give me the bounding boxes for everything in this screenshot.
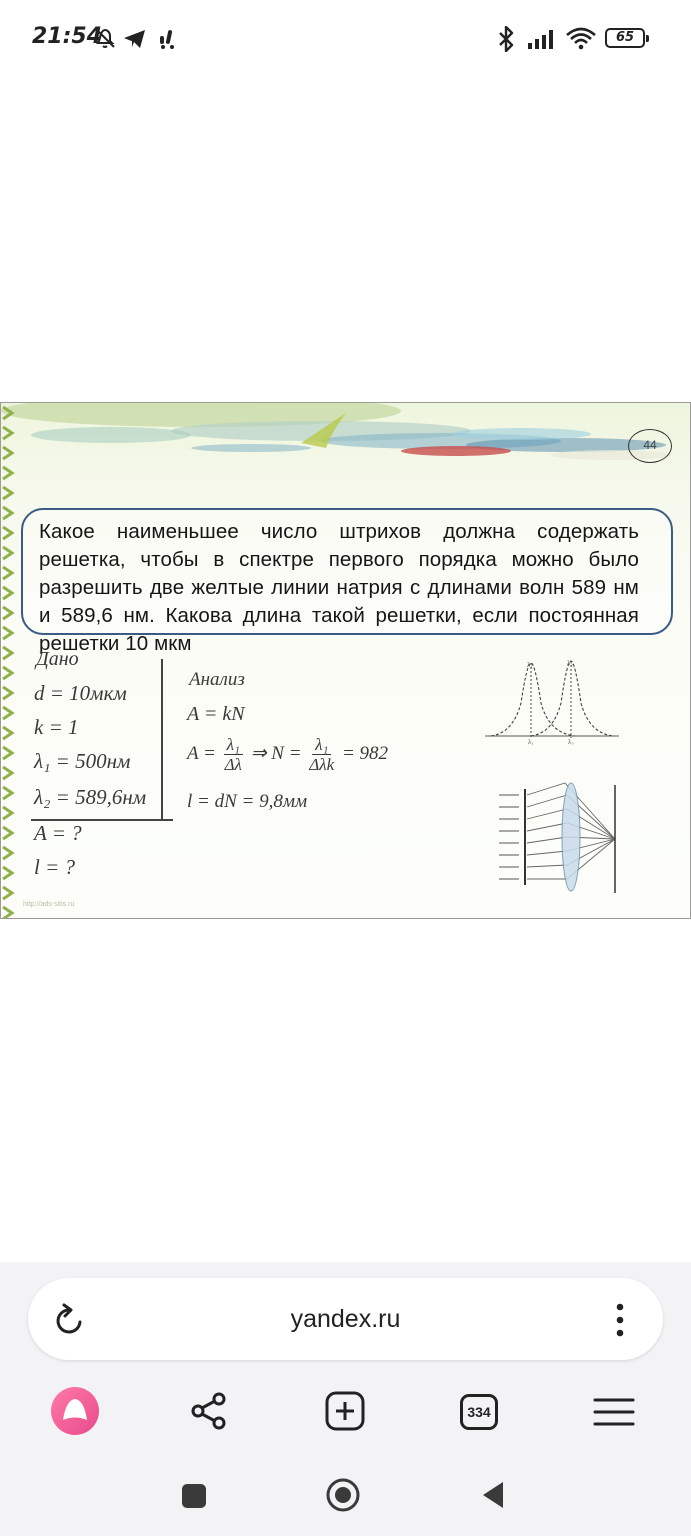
recents-icon[interactable]: [180, 1482, 208, 1510]
slide-number: 44: [628, 429, 672, 463]
tabs-icon[interactable]: [458, 1392, 500, 1432]
peak-label: λ₂: [567, 659, 573, 667]
alice-icon[interactable]: [50, 1386, 100, 1436]
home-icon[interactable]: [325, 1477, 361, 1513]
share-icon[interactable]: [188, 1390, 230, 1432]
battery-icon: 65: [605, 28, 645, 48]
resolution-diagram: [483, 653, 623, 745]
unknown-item: A = ?: [34, 821, 82, 845]
status-time: 21:54: [32, 24, 103, 49]
address-bar[interactable]: [28, 1278, 663, 1360]
given-title: Дано: [36, 648, 79, 670]
analysis-line: A = kN: [187, 703, 245, 725]
wifi-icon: [565, 26, 597, 50]
given-item: d = 10мкм: [34, 681, 127, 705]
given-item: k = 1: [34, 715, 79, 739]
menu-icon[interactable]: [592, 1392, 636, 1432]
analysis-line: l = dN = 9,8мм: [187, 791, 308, 812]
peak-label: λ₂: [568, 738, 574, 745]
given-item: λ₁ = 500нм: [34, 749, 131, 773]
new-tab-icon[interactable]: [324, 1390, 366, 1432]
notification-dots-icon: [158, 26, 180, 50]
arrow-strip: [1, 403, 19, 919]
given-item: λ₂ = 589,6нм: [34, 785, 147, 809]
reload-icon[interactable]: [50, 1300, 90, 1340]
back-icon[interactable]: [478, 1480, 508, 1510]
watermark: http://ads-sitis.ru: [23, 901, 75, 908]
given-divider-vertical: [161, 659, 163, 819]
analysis-title: Анализ: [189, 669, 245, 690]
more-vert-icon[interactable]: [608, 1300, 632, 1340]
peak-label: λ₁: [528, 738, 534, 745]
url-text[interactable]: yandex.ru: [290, 1305, 401, 1333]
bell-off-icon: [94, 26, 116, 50]
tabs-count[interactable]: 334: [460, 1394, 498, 1430]
signal-icon: [526, 28, 558, 50]
unknown-item: l = ?: [34, 855, 76, 879]
question-text: Какое наименьшее число штрихов должна содержать решетка, чтобы в спектре первого порядка можно было разрешить две желтые линии натрия с длинами волн 589 нм и 589,6 нм. Какова длина такой решетки, если постоянная решетки 10 мкм: [39, 520, 639, 655]
slide-decoration: [1, 403, 691, 493]
grating-lens-diagram: [495, 781, 625, 897]
analysis-formula: A = $\frac{\text{λ₁}}{\Delta\lambda}$ ⇒ N = $\frac{\text{λ₁}}{\text{Δλk}}$ = 982: [187, 735, 389, 774]
peak-label: λ₁: [527, 661, 533, 669]
bluetooth-icon: [497, 26, 517, 52]
fraction: $\frac{\text{λ₁}}{\Delta\lambda}$: [224, 735, 242, 774]
fraction: $\frac{\text{λ₁}}{\text{Δλk}}$: [309, 735, 335, 774]
status-bar: [0, 0, 691, 80]
slide-image: [0, 402, 691, 919]
telegram-icon: [123, 29, 147, 49]
